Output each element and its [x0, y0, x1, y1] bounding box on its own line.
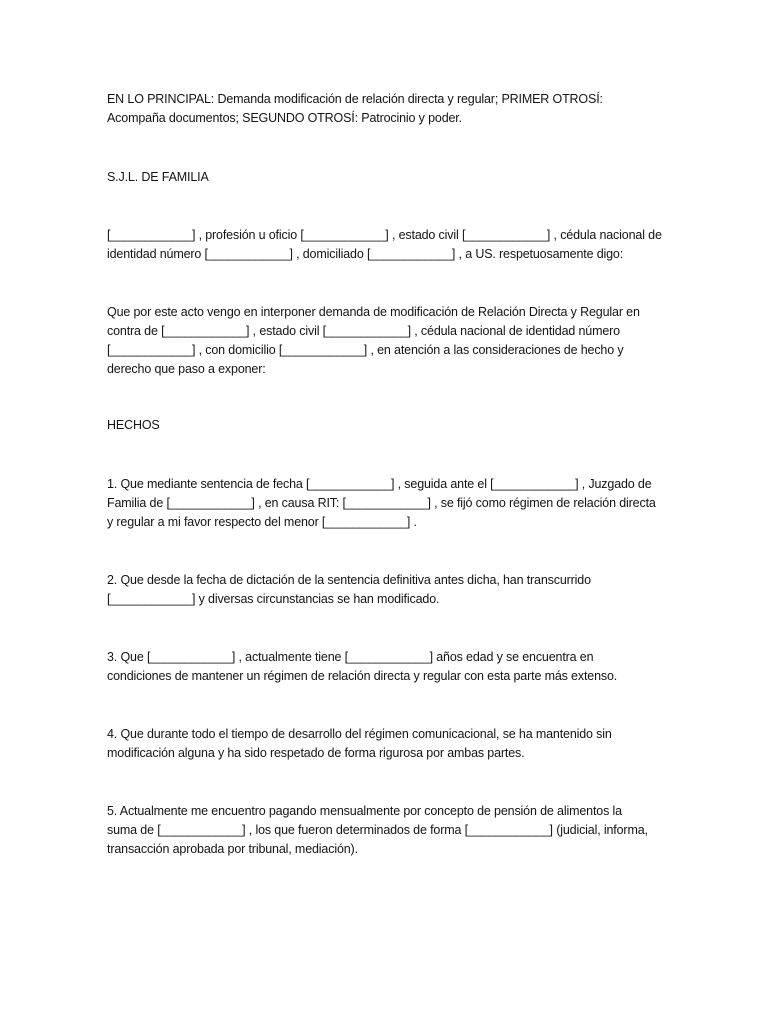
fact-item-2: 2. Que desde la fecha de dictación de la sentencia definitiva antes dicha, han transcurrido [____________] y diversas circunstancias se han modificado. [107, 573, 591, 606]
fact-item-5: 5. Actualmente me encuentro pagando mensualmente por concepto de pensión de alimentos la suma de [____________] , los que fueron determinados de forma [____________] (judicial, informa, transacción aprobada por tribunal, mediación). [107, 804, 648, 856]
fact-item-4: 4. Que durante todo el tiempo de desarrollo del régimen comunicacional, se ha mantenido sin modificación alguna y ha sido respetado de forma rigurosa por ambas partes. [107, 727, 612, 760]
facts-heading: HECHOS [107, 418, 160, 432]
court-addressee: S.J.L. DE FAMILIA [107, 170, 209, 184]
document-header: EN LO PRINCIPAL: Demanda modificación de relación directa y regular; PRIMER OTROSÍ: Acompaña documentos; SEGUNDO OTROSÍ: Patrocinio y poder. [107, 92, 603, 125]
intro-paragraph: [____________] , profesión u oficio [____________] , estado civil [____________] , cédula nacional de identidad número [____________] , domiciliado [____________] , a US. respetuosamente digo: [107, 228, 662, 261]
petition-paragraph: Que por este acto vengo en interponer demanda de modificación de Relación Directa y Regular en contra de [____________] , estado civil [____________] , cédula nacional de identidad número [____________] , con domicilio [____________] , en atención a las consideraciones de hecho y derecho que paso a exponer: [107, 305, 640, 376]
fact-item-1: 1. Que mediante sentencia de fecha [____________] , seguida ante el [____________] , Juzgado de Familia de [____________] , en causa RIT: [____________] , se fijó como régimen de relación directa y regular a mi favor respecto del menor [____________] . [107, 477, 656, 529]
fact-item-3: 3. Que [____________] , actualmente tiene [____________] años edad y se encuentra en condiciones de mantener un régimen de relación directa y regular con esta parte más extenso. [107, 650, 618, 683]
